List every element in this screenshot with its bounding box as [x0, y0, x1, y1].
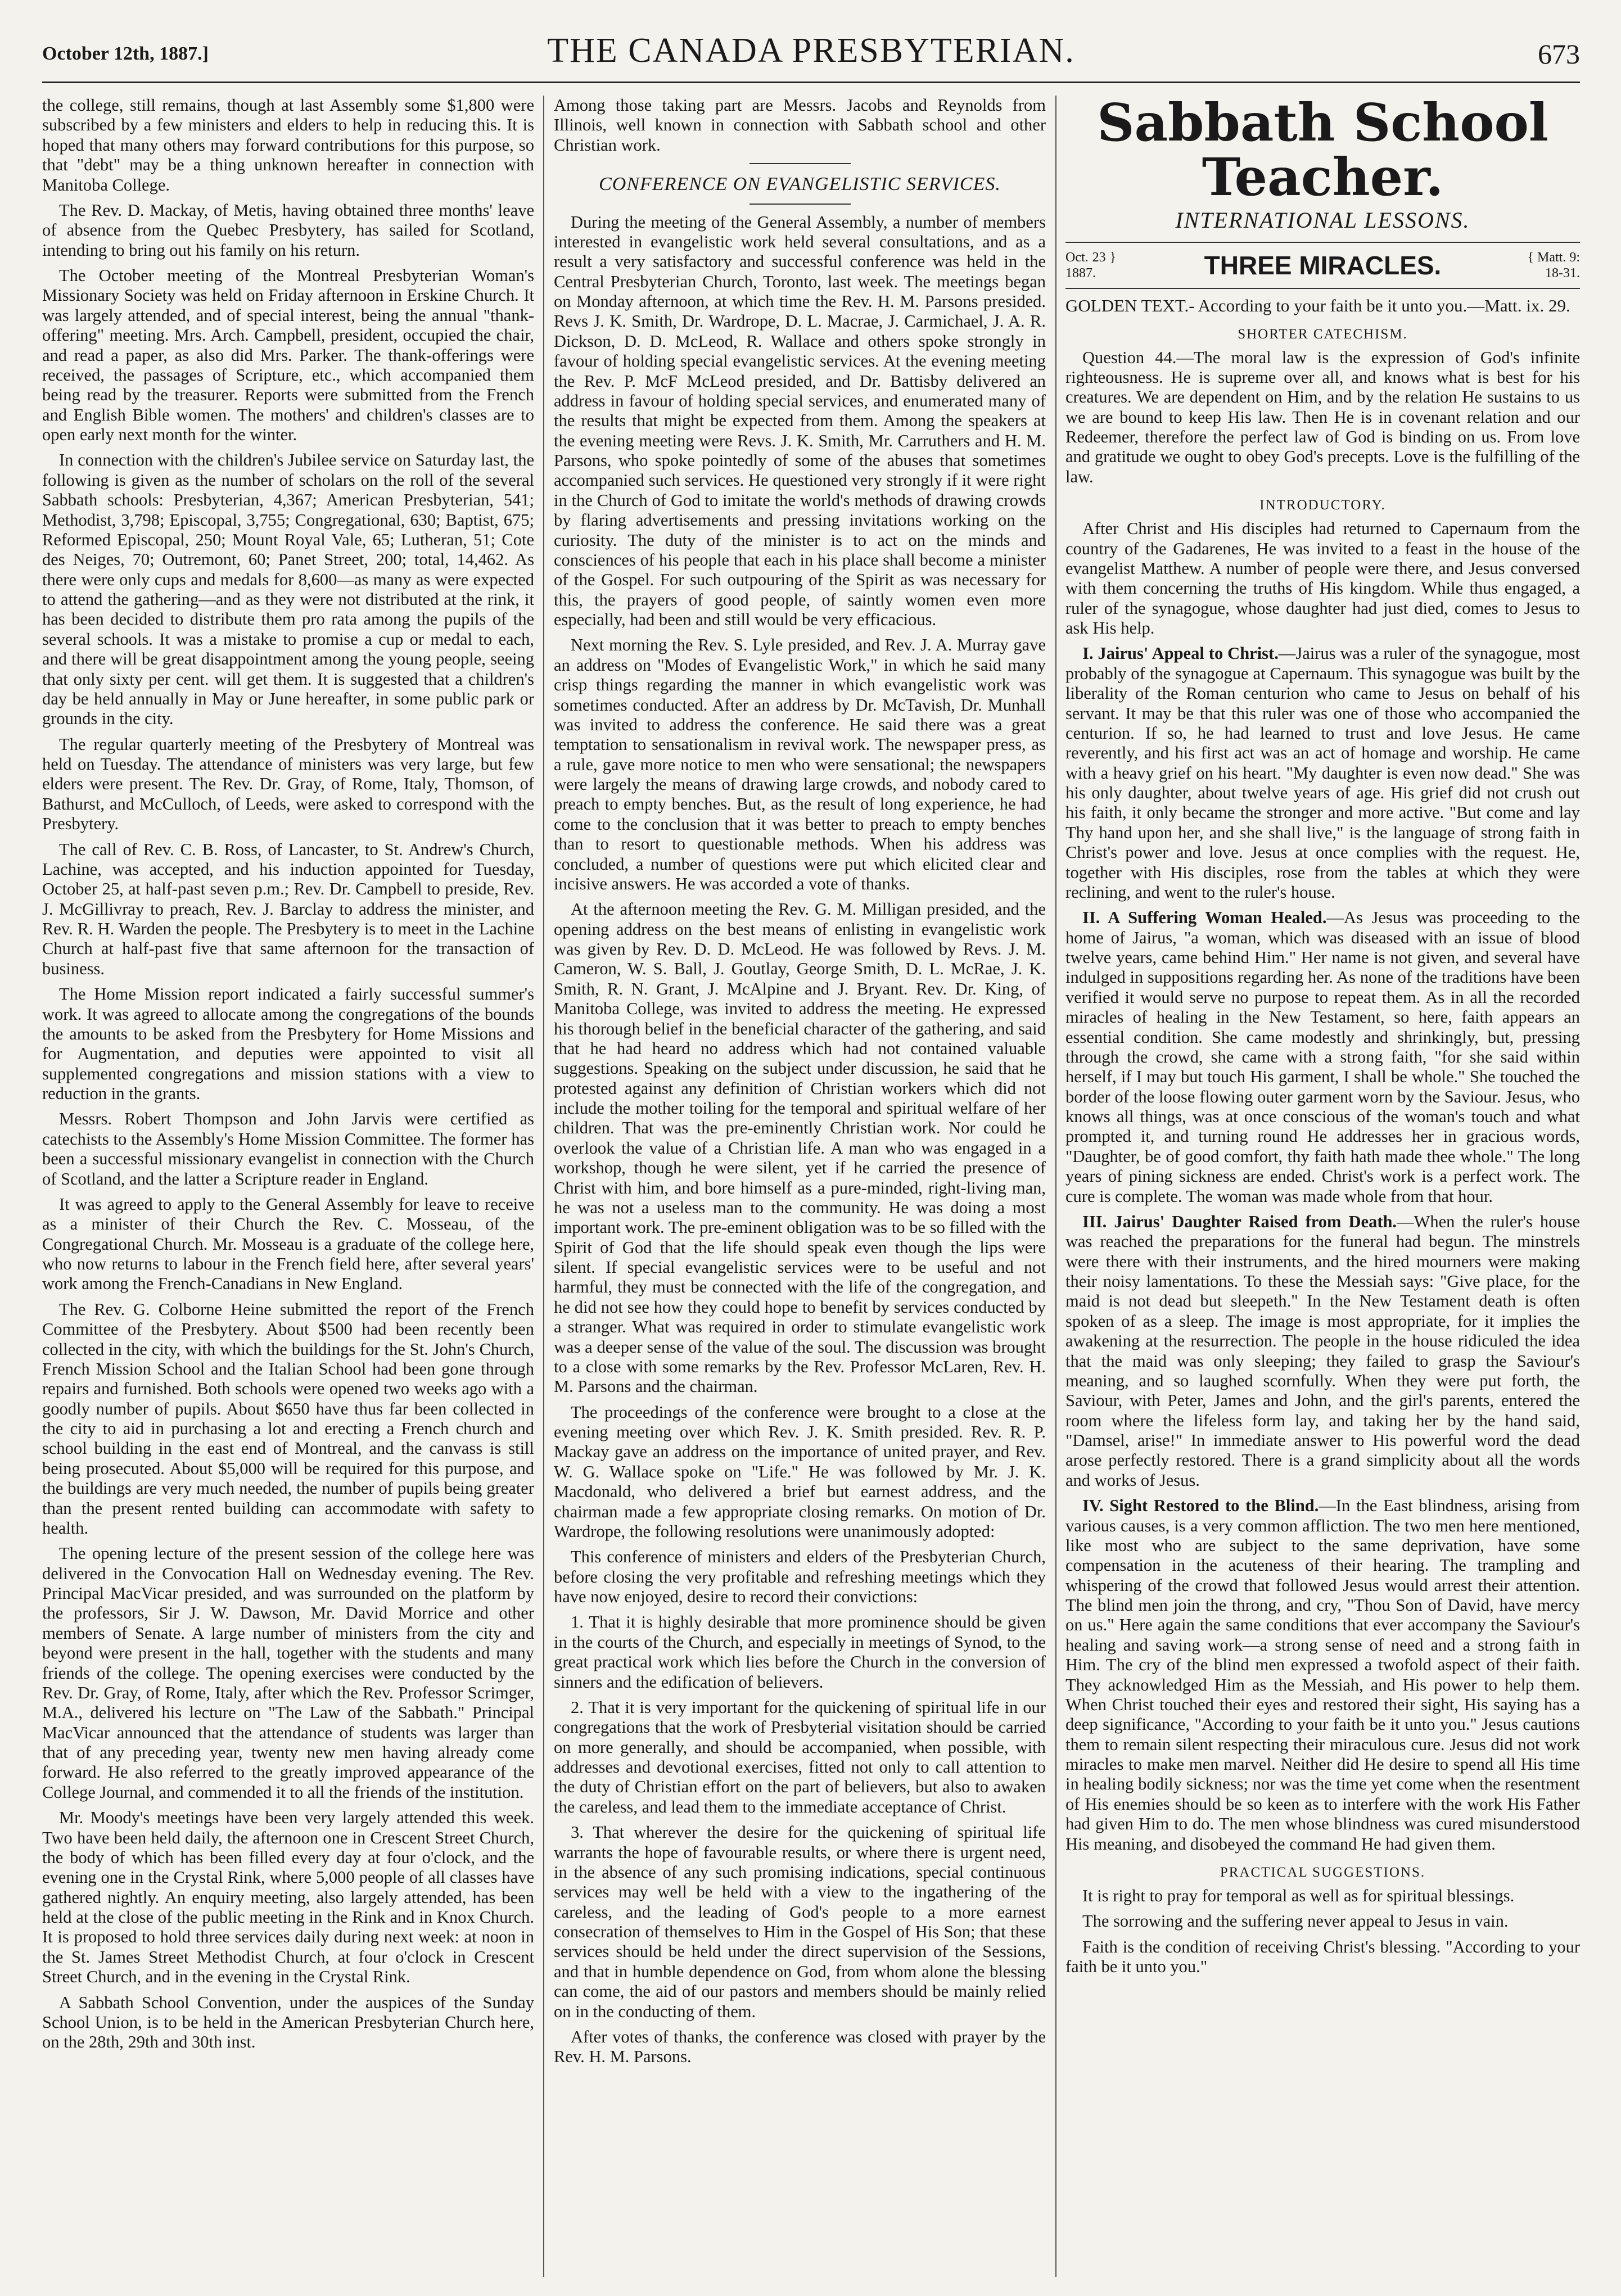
article-paragraph: Question 44.—The moral law is the expression of God's infinite righteousness. He is supreme over all, and knows what is best for his creatures. We are dependent on Him, and by the relation He sustains to us we are bound to keep His law. Then He is in covenant relation and our Redeemer, therefore the perfect law of God is binding on us. From love and gratitude we ought to obey God's precepts. Love is the fulfilling of the law. — [1065, 347, 1580, 486]
article-paragraph: This conference of ministers and elders of the Presbyterian Church, before closing the very profitable and refreshing meetings which they have now enjoyed, desire to record their convictions: — [554, 1547, 1046, 1607]
article-paragraph: The regular quarterly meeting of the Presbytery of Montreal was held on Tuesday. The attendance of ministers was very large, but few elders were present. The Rev. Dr. Gray, of Rome, Italy, Thomson, of Bathurst, and McCulloch, of Leeds, were asked to correspond with the Presbytery. — [42, 734, 534, 834]
subheading: SHORTER CATECHISM. — [1238, 326, 1408, 342]
golden-text: GOLDEN TEXT.- According to your faith be it unto you.—Matt. ix. 29. — [1065, 295, 1570, 315]
article-paragraph: The Rev. D. Mackay, of Metis, having obtained three months' leave of absence from the Quebec Presbytery, has sailed for Scotland, intending to bring out his family on his return. — [42, 200, 534, 260]
lesson-section — [1065, 1212, 1580, 1490]
lesson-section-heading: IV. Sight Restored to the Blind. — [1082, 1496, 1319, 1516]
column-divider — [1055, 96, 1056, 2277]
lesson-section-text: —When the ruler's house was reached the preparations for the funeral had begun. The minstrels were there with their instruments, and the hired mourners were making their noisy lamentations. To these the Messiah says: "Give place, for the maid is not dead but sleepeth." In the New Testament death is often spoken of as a sleep. The image is most appropriate, for it implies the awakening at the resurrection. The people in the house ridiculed the idea that the maid was only sleeping; they failed to grasp the Saviour's meaning, and so laughed scornfully. When they were put forth, the Saviour, with Peter, James and John, and the girl's parents, entered the room where the lifeless form lay, and taking her by the hand said, "Damsel, arise!" In immediate answer to His powerful word the dead arose perfectly restored. There is a grand simplicity about all the words and works of Jesus. — [1065, 1212, 1580, 1490]
article-paragraph: After Christ and His disciples had returned to Capernaum from the country of the Gadarenes, He was invited to a feast in the house of the evangelist Matthew. A number of people were there, and Jesus conversed with them concerning the truths of His kingdom. While thus engaged, a ruler of the synagogue, whose daughter had just died, comes to Jesus to ask His help. — [1065, 519, 1580, 638]
subheading: PRACTICAL SUGGESTIONS. — [1220, 1864, 1426, 1880]
article-paragraph: The Rev. G. Colborne Heine submitted the report of the French Committee of the Presbytery. About $500 had been recently been collected in the city, with which the buildings for the St. John's Church, French Mission School and the Italian School had been gone through repairs and furnished. Both schools were opened two weeks ago with a goodly number of pupils. About $650 have thus far been collected in the city to aid in purchasing a lot and erecting a French church and school building in the east end of Montreal, and the canvass is still being prosecuted. About $5,000 will be required for this purpose, and the buildings are very much needed, the number of pupils being greater than the present rented building can accommodate with safety to health. — [42, 1299, 534, 1538]
lesson-section-heading: II. A Suffering Woman Healed. — [1082, 908, 1327, 928]
lesson-section-heading: I. Jairus' Appeal to Christ. — [1082, 644, 1279, 663]
column-right — [1065, 96, 1580, 2277]
lesson-section-heading: III. Jairus' Daughter Raised from Death. — [1082, 1212, 1397, 1231]
section-divider — [749, 204, 851, 205]
article-paragraph: 2. That it is very important for the quickening of spiritual life in our congregations that the work of Presbyterial visitation should be carried on more generally, and should be accompanied, when possible, with addresses and devotional exercises, fitted not only to call attention to the duty of Christian effort on the part of believers, but also to awaken the careless, and lead them to the immediate acceptance of Christ. — [554, 1697, 1046, 1816]
lesson-section — [1065, 644, 1580, 902]
masthead-title: Sabbath School Teacher. — [1097, 96, 1548, 207]
article-paragraph: Next morning the Rev. S. Lyle presided, and Rev. J. A. Murray gave an address on "Modes of Evangelistic Work," in which he said many crisp things regarding the manner in which evangelistic work was sometimes conducted. After an address by Dr. McTavish, Dr. Munhall was invited to address the conference. He said there was a great temptation to sensationalism in revival work. The newspaper press, as a rule, gave more notice to men who were sensational; the newspapers were largely the means of drawing large crowds, and nobody cared to preach to empty benches. But, as the result of long experience, he had come to the conclusion that it was better to preach to empty benches than to resort to questionable methods. When his address was concluded, a number of questions were put which elicited clear and incisive answers. He was accorded a vote of thanks. — [554, 635, 1046, 893]
section-divider — [749, 163, 851, 164]
lesson-section-text: —In the East blindness, arising from various causes, is a very common affliction. The two men here mentioned, like most who are subject to the same deprivation, have some compensation in the acuteness of their hearing. The trampling and whispering of the crowd that followed Jesus would arrest their attention. The blind men join the throng, and cry, "Thou Son of David, have mercy on us." Here again the same conditions that ever accompany the Saviour's healing and saving work—a strong sense of need and a strong faith in Him. The cry of the blind men expressed a twofold aspect of their faith. They acknowledged Him as the Messiah, and His power to help them. When Christ touched their eyes and restored their sight, His saying has a deep significance, "According to your faith be it unto you." Jesus cautions them to remain silent respecting their miraculous cure. Jesus did not work miracles to make men marvel. Neither did He desire to spend all His time in healing bodily sickness; nor was the time yet come when the resentment of His enemies should be so keen as to interfere with the work His Father had given Him to do. The men whose blindness was cured misunderstood His meaning, and disobeyed the command He had given them. — [1065, 1496, 1580, 1854]
article-paragraph: Among those taking part are Messrs. Jacobs and Reynolds from Illinois, well known in connection with Sabbath school and other Christian work. — [554, 96, 1046, 155]
article-paragraph: the college, still remains, though at last Assembly some $1,800 were subscribed by a few ministers and elders to help in reducing this. It is hoped that many others may forward contributions for this purpose, so that "debt" may be a thing unknown hereafter in connection with Manitoba College. — [42, 96, 534, 195]
article-paragraph: A Sabbath School Convention, under the auspices of the Sunday School Union, is to be held in the American Presbyterian Church here, on the 28th, 29th and 30th inst. — [42, 1992, 534, 2052]
article-paragraph: It was agreed to apply to the General Assembly for leave to receive as a minister of their Church the Rev. C. Mosseau, of the Congregational Church. Mr. Mosseau is a graduate of the college here, who now returns to labour in the French field here, after several years' work among the French-Canadians in New England. — [42, 1194, 534, 1294]
article-paragraph: Faith is the condition of receiving Christ's blessing. "According to your faith be it unto you." — [1065, 1937, 1580, 1977]
section-title: CONFERENCE ON EVANGELISTIC SERVICES. — [599, 174, 1001, 195]
article-paragraph: The proceedings of the conference were brought to a close at the evening meeting over which Rev. J. K. Smith presided. Rev. R. P. Mackay gave an address on the importance of united prayer, and Rev. W. G. Wallace spoke on "Life." He was followed by Mr. J. K. Macdonald, who delivered a brief but earnest address, and the chairman made a few appropriate closing remarks. On motion of Dr. Wardrope, the following resolutions were unanimously adopted: — [554, 1402, 1046, 1541]
article-paragraph: The Home Mission report indicated a fairly successful summer's work. It was agreed to allocate among the congregations of the bounds the amounts to be asked from the Presbytery for Home Missions and for Augmentation, and deputies were appointed to visit all supplemented congregations and mission stations with a view to reduction in the grants. — [42, 984, 534, 1103]
lesson-title: THREE MIRACLES. — [1204, 250, 1442, 280]
lesson-section-text: —As Jesus was proceeding to the home of Jairus, "a woman, which was diseased with an issue of blood twelve years, came behind Him." Her name is not given, and several have indulged in suppositions regarding her. As none of the traditions have been verified it would serve no purpose to repeat them. As in all the recorded miracles of healing in the New Testament, so here, faith appears an essential condition. She came modestly and shrinkingly, but, pressing through the crowd, she came with a strong faith, "for she said within herself, if I may but touch His garment, I shall be whole." She touched the border of the loose flowing outer garment worn by the Saviour. Jesus, who knows all things, was at once conscious of the woman's touch and what prompted it, and turning round He addresses her in gracious words, "Daughter, be of good comfort, thy faith hath made thee whole." The long years of pining sickness are ended. Christ's work is a perfect work. The cure is complete. The woman was made whole from that hour. — [1065, 908, 1580, 1206]
issue-date: October 12th, 1887.] — [42, 43, 209, 64]
article-paragraph: After votes of thanks, the conference was closed with prayer by the Rev. H. M. Parsons. — [554, 2027, 1046, 2067]
article-paragraph: The sorrowing and the suffering never appeal to Jesus in vain. — [1082, 1911, 1509, 1931]
lesson-date: Oct. 23 } 1887. — [1065, 250, 1116, 281]
article-paragraph: The October meeting of the Montreal Presbyterian Woman's Missionary Society was held on Friday afternoon in Erskine Church. It was largely attended, and of special interest, being the annual "thank-offering" meeting. Mrs. Arch. Campbell, president, occupied the chair, and read a paper, as also did Mrs. Parker. The thank-offerings were received, the passages of Scripture, etc., which accompanied them being read by the treasurer. Reports were submitted from the French and English Bible women. The mothers' and children's classes are to open early next month for the winter. — [42, 266, 534, 444]
article-paragraph: The call of Rev. C. B. Ross, of Lancaster, to St. Andrew's Church, Lachine, was accepted, and his induction appointed for Tuesday, October 25, at half-past seven p.m.; Rev. Dr. Campbell to preside, Rev. J. McGillivray to preach, Rev. J. Barclay to address the minister, and Rev. R. H. Warden the people. The Presbytery is to meet in the Lachine Church at half-past five that same afternoon for the transaction of business. — [42, 839, 534, 978]
article-paragraph: Mr. Moody's meetings have been very largely attended this week. Two have been held daily, the afternoon one in Crescent Street Church, the body of which has been filled every day at four o'clock, and the evening one in the Crystal Rink, where 5,000 people of all classes have gathered nightly. An enquiry meeting, also largely attended, has been held at the close of the public meeting in the Rink and in Knox Church. It is proposed to hold three services daily during next week: at noon in the St. James Street Methodist Church, at four o'clock in Crescent Street Church, and in the evening in the Crystal Rink. — [42, 1808, 534, 1987]
column-divider — [543, 96, 544, 2277]
lesson-reference: { Matt. 9: 18-31. — [1527, 250, 1580, 281]
article-paragraph: Messrs. Robert Thompson and John Jarvis were certified as catechists to the Assembly's Home Mission Committee. The former has been a successful missionary evangelist in connection with the Church of Scotland, and the latter a Scripture reader in England. — [42, 1109, 534, 1188]
article-paragraph: The opening lecture of the present session of the college here was delivered in the Convocation Hall on Wednesday evening. The Rev. Principal MacVicar presided, and was surrounded on the platform by the professors, Sir J. W. Dawson, Mr. David Morrice and other members of Senate. A large number of ministers from the city and beyond were present in the hall, together with the students and many friends of the college. The opening exercises were conducted by the Rev. Dr. Gray, of Rome, Italy, after which the Rev. Professor Scrimger, M.A., delivered his lecture on "The Law of the Sabbath." Principal MacVicar announced that the attendance of students was larger than that of any preceding year, twenty new men having already come forward. He also referred to the greatly improved appearance of the College Journal, and commended it to all the friends of the institution. — [42, 1544, 534, 1802]
article-paragraph: 3. That wherever the desire for the quickening of spiritual life warrants the hope of favourable results, or where there is urgent need, in the absence of any such promising indications, special continuous services may well be held with a view to the ingathering of the careless, and the leading of God's people to a more earnest consecration of themselves to Him in the Gospel of His Son; that these services should be held under the direct supervision of the Sessions, and that in humble dependence on God, from whom alone the blessing can come, the aid of our pastors and members should be mainly relied on in the conducting of them. — [554, 1823, 1046, 2021]
lesson-banner — [1065, 242, 1580, 289]
newspaper-title: THE CANADA PRESBYTERIAN. — [547, 31, 1075, 70]
article-paragraph: 1. That it is highly desirable that more prominence should be given in the courts of the Church, and especially in meetings of Synod, to the great practical work which lies before the Church in the conversion of sinners and the edification of believers. — [554, 1612, 1046, 1692]
column-middle — [554, 96, 1046, 2277]
article-paragraph: At the afternoon meeting the Rev. G. M. Milligan presided, and the opening address on the best means of enlisting in evangelistic work was given by Rev. D. D. McLeod. He was followed by Revs. J. M. Cameron, W. S. Ball, J. Goutlay, George Smith, D. L. McRae, J. K. Smith, R. N. Grant, J. McAlpine and J. Bryant. Rev. Dr. King, of Manitoba College, was invited to address the meeting. He expressed his thorough belief in the beneficial character of the gathering, and said that he had heard no address which had not contained valuable suggestions. Speaking on the subject under discussion, he said that he protested against any definition of Christian workers which did not include the mother toiling for the temporal and spiritual welfare of her children. That was the pre-eminently Christian work. Nor could he overlook the value of a Christian life. A man who was engaged in a workshop, though he were silent, yet if he carried the presence of Christ with him, and bore himself as a pure-minded, right-living man, he was not a useless man to the community. He was doing a most important work. The pre-eminent obligation was to be so filled with the Spirit of God that the life should speak even though the lips were silent. If special evangelistic services were to be useful and not harmful, they must be connected with the life of the congregation, and he did not see how they could hope to benefit by services conducted by a stranger. What was required in order to stimulate evangelistic work was a deeper sense of the value of the soul. The discussion was brought to a close with some remarks by the Rev. Professor McLaren, Rev. H. M. Parsons and the chairman. — [554, 900, 1046, 1396]
lesson-section-text: —Jairus was a ruler of the synagogue, most probably of the synagogue at Capernaum. This synagogue was built by the liberality of the Roman centurion who came to Jesus on behalf of his servant. It may be that this ruler was one of those who accompanied the centurion. If so, he had learned to trust and love Jesus. He came reverently, and his first act was an act of homage and worship. He came with a heavy grief on his heart. "My daughter is even now dead." She was his only daughter, about twelve years of age. His grief did not crush out his faith, it only became the stronger and more active. "But come and lay Thy hand upon her, and she shall live," is the language of strong faith in Christ's power and love. Jesus at once complies with the request. He, together with His disciples, rose from the tables at which they were reclining, and went to the ruler's house. — [1065, 644, 1580, 902]
article-paragraph: It is right to pray for temporal as well as for spiritual blessings. — [1082, 1886, 1515, 1905]
masthead-subtitle: INTERNATIONAL LESSONS. — [1175, 207, 1470, 233]
column-left — [42, 96, 534, 2277]
page-number: 673 — [1538, 38, 1580, 70]
page-header — [42, 25, 1580, 83]
article-paragraph: In connection with the children's Jubilee service on Saturday last, the following is given as the number of scholars on the roll of the several Sabbath schools: Presbyterian, 4,367; American Presbyterian, 541; Methodist, 3,798; Episcopal, 3,755; Congregational, 630; Baptist, 675; Reformed Episcopal, 250; Mount Royal Vale, 65; Lutheran, 51; Cote des Neiges, 70; Outremont, 60; Panet Street, 200; total, 14,462. As there were only cups and medals for 8,600—as many as were expected to attend the gathering—and as they were not distributed at the rink, it has been decided to distribute them pro rata among the pupils of the several schools. It was a mistake to promise a cup or medal to each, and there will be great disappointment among the young people, seeing that only sixty per cent. will get them. It is suggested that a children's day be held annually in May or June hereafter, in some public park or grounds in the city. — [42, 450, 534, 729]
lesson-section — [1065, 1496, 1580, 1854]
subheading: INTRODUCTORY. — [1259, 498, 1386, 513]
lesson-section — [1065, 908, 1580, 1206]
article-paragraph: During the meeting of the General Assembly, a number of members interested in evangelistic work held several consultations, and as a result a very satisfactory and successful conference was held in the Central Presbyterian Church, Toronto, last week. The meetings began on Monday afternoon, at which time the Rev. H. M. Parsons presided. Revs J. K. Smith, Dr. Wardrope, D. L. Macrae, J. Carmichael, J. A. R. Dickson, D. D. McLeod, R. Wallace and others spoke strongly in favour of holding special evangelistic services. At the evening meeting the Rev. P. McF McLeod presided, and Dr. Battisby delivered an address in favour of holding special services, and enumerated many of the results that might be expected from them. Among the speakers at the evening meeting were Revs. J. K. Smith, Mr. Carruthers and H. M. Parsons, who spoke pointedly of some of the abuses that sometimes accompanied such services. He questioned very strongly if it were right in the Church of God to imitate the world's methods of drawing crowds by flaring advertisements and pressing invitations working on the curiosity. The duty of the minister is to act on the minds and consciences of his people that each in his place shall become a minister of the Gospel. For such outpouring of the Spirit as was necessary for this, the prayers of good people, of saintly women even more especially, had been and still would be very efficacious. — [554, 212, 1046, 630]
